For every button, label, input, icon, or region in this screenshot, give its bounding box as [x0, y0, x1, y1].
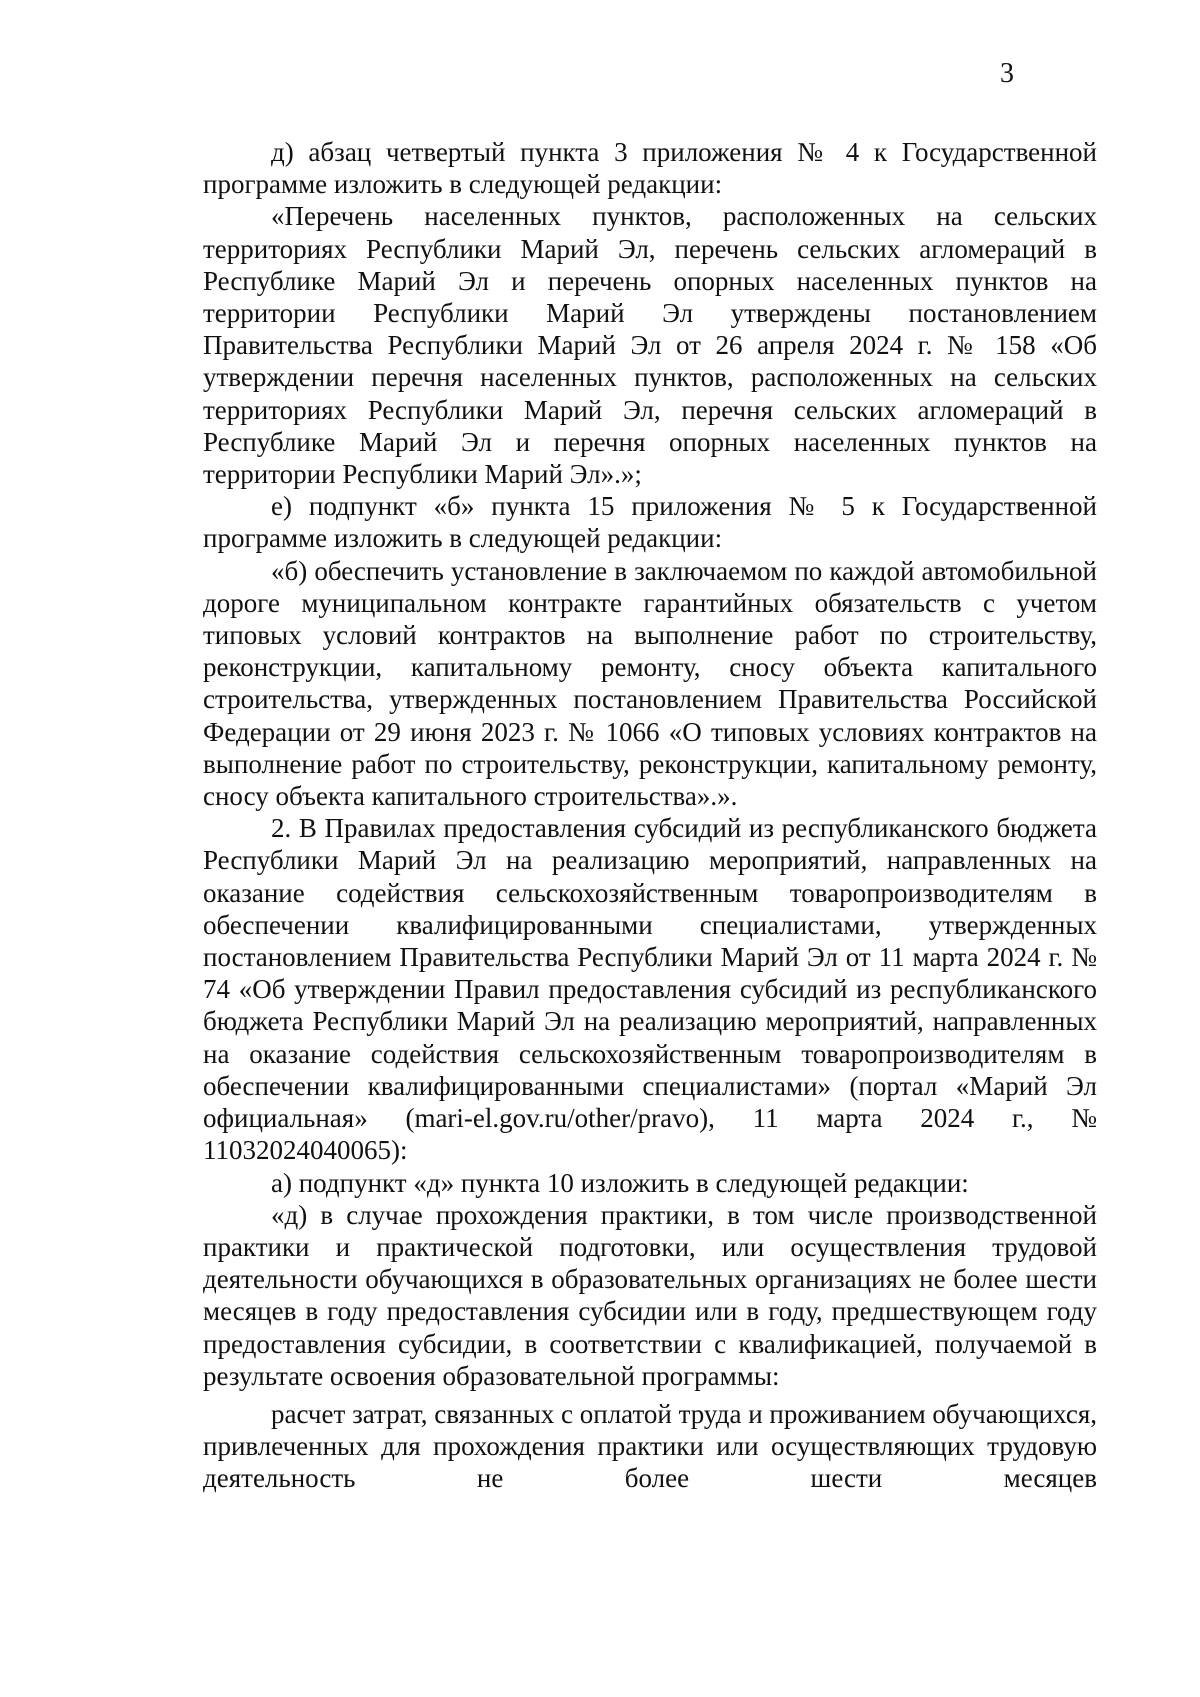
page-number: 3: [1000, 58, 1014, 89]
paragraph-point-2: 2. В Правилах предоставления субсидий из республиканского бюджета Республики Марий Эл на реализацию мероприятий, направленных на оказание содействия сельскохозяйственным товаропроизводителям в обеспечении квалифицированными специалистами, утвержденных постановлением Правительства Республики Марий Эл от 11 марта 2024 г. № 74 «Об утверждении Правил предоставления субсидий из республиканского бюджета Республики Марий Эл на реализацию мероприятий, направленных на оказание содействия сельскохозяйственным товаропроизводителям в обеспечении квалифицированными специалистами» (портал «Марий Эл официальная» (mari-el.gov.ru/other/pravo), 11 марта 2024 г., № 11032024040065):: [203, 813, 1097, 1166]
paragraph-quote-item-d: «д) в случае прохождения практики, в том числе производственной практики и практической подготовки, или осуществления трудовой деятельности обучающихся в образовательных организациях не более шести месяцев в году предоставления субсидии или в году, предшествующем году предоставления субсидии, в соответствии с квалификацией, получаемой в результате освоения образовательной программы:: [203, 1199, 1097, 1391]
paragraph-quote-item-b: «б) обеспечить установление в заключаемом по каждой автомобильной дороге муниципальном контракте гарантийных обязательств с учетом типовых условий контрактов на выполнение работ по строительству, реконструкции, капитальному ремонту, сносу объекта капитального строительства, утвержденных постановлением Правительства Российской Федерации от 29 июня 2023 г. № 1066 «О типовых условиях контрактов на выполнение работ по строительству, реконструкции, капитальному ремонту, сносу объекта капитального строительства».».: [203, 555, 1097, 812]
paragraph-cost-calculation: расчет затрат, связанных с оплатой труда и проживанием обучающихся, привлеченных для прохождения практики или осуществляющих трудовую деятельность не более шести месяцев: [203, 1398, 1097, 1494]
paragraph-quote-settlements-list: «Перечень населенных пунктов, расположенных на сельских территориях Республики Марий Эл, перечень сельских агломераций в Республике Марий Эл и перечень опорных населенных пунктов на территории Республики Марий Эл утверждены постановлением Правительства Республики Марий Эл от 26 апреля 2024 г. № 158 «Об утверждении перечня населенных пунктов, расположенных на сельских территориях Республики Марий Эл, перечня сельских агломераций в Республике Марий Эл и перечня опорных населенных пунктов на территории Республики Марий Эл».»;: [203, 201, 1097, 490]
paragraph-item-e: е) подпункт «б» пункта 15 приложения № 5 к Государственной программе изложить в следующей редакции:: [203, 491, 1097, 554]
paragraph-item-d: д) абзац четвертый пункта 3 приложения № 4 к Государственной программе изложить в следующей редакции:: [203, 137, 1097, 200]
document-body: [203, 136, 1097, 1495]
paragraph-item-a: а) подпункт «д» пункта 10 изложить в следующей редакции:: [271, 1167, 969, 1198]
